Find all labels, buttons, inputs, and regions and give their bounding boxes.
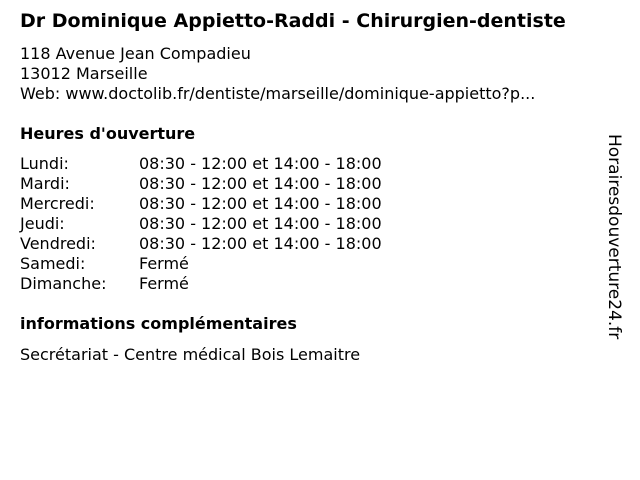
day-label: Jeudi: (20, 214, 65, 233)
day-label: Lundi: (20, 154, 69, 173)
day-hours: 08:30 - 12:00 et 14:00 - 18:00 (139, 174, 382, 193)
day-label: Mercredi: (20, 194, 95, 213)
page-title: Dr Dominique Appietto-Raddi - Chirurgien-dentiste (20, 10, 566, 32)
site-watermark: Horairesdouverture24.fr (604, 134, 624, 340)
day-label: Mardi: (20, 174, 70, 193)
city-postcode: 13012 Marseille (20, 64, 148, 83)
day-hours: Fermé (139, 274, 189, 293)
day-label: Vendredi: (20, 234, 96, 253)
day-hours: 08:30 - 12:00 et 14:00 - 18:00 (139, 214, 382, 233)
address-block (20, 44, 535, 104)
day-label: Samedi: (20, 254, 86, 273)
additional-info-heading: informations complémentaires (20, 314, 297, 333)
day-hours: 08:30 - 12:00 et 14:00 - 18:00 (139, 154, 382, 173)
day-hours: 08:30 - 12:00 et 14:00 - 18:00 (139, 194, 382, 213)
day-hours: 08:30 - 12:00 et 14:00 - 18:00 (139, 234, 382, 253)
web-label: Web: (20, 84, 61, 103)
street-address: 118 Avenue Jean Compadieu (20, 44, 251, 63)
website-line (20, 84, 535, 104)
day-label: Dimanche: (20, 274, 107, 293)
additional-info-text: Secrétariat - Centre médical Bois Lemaitre (20, 345, 361, 364)
website-link[interactable]: www.doctolib.fr/dentiste/marseille/dominique-appietto?p... (65, 84, 536, 103)
day-hours: Fermé (139, 254, 189, 273)
opening-hours-heading: Heures d'ouverture (20, 124, 196, 143)
